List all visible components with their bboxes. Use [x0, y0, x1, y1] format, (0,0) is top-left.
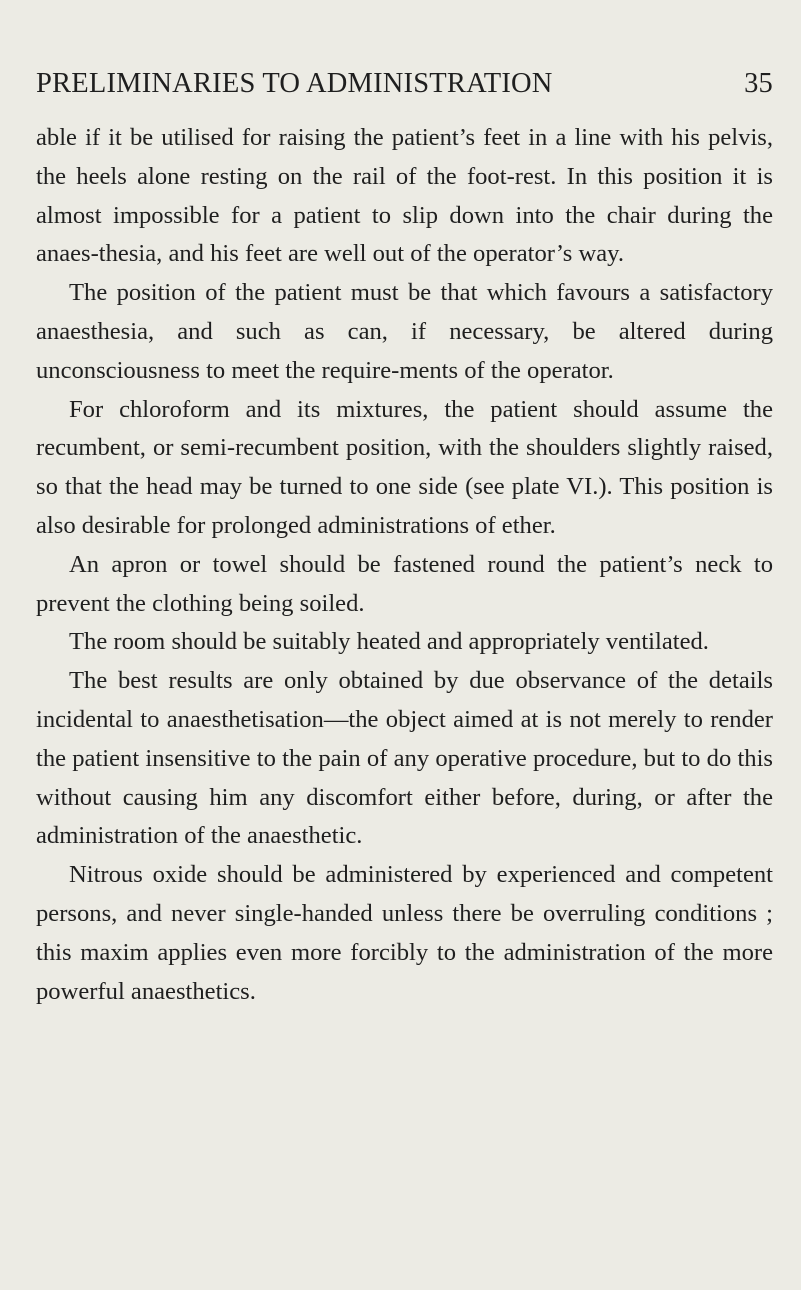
paragraph-best-results: The best results are only obtained by due observance of the details incidental to anaesthetisation—the object aimed at is not merely to render the patient insensitive to the pain of any operative procedure, but to do this without causing him any discomfort either before, during, or after the administration of the anaesthetic.: [36, 667, 773, 850]
paragraph-continuation: able if it be utilised for raising the patient’s feet in a line with his pelvis, the heels alone resting on the rail of the foot-rest. In this position it is almost impossible for a patient to slip down into the chair during the anaes-thesia, and his feet are well out of the operator’s way.: [36, 124, 773, 268]
paragraph-nitrous-oxide: Nitrous oxide should be administered by experienced and competent persons, and never single-handed unless there be overruling conditions ; this maxim applies even more forcibly to the administration of the more powerful anaesthetics.: [36, 861, 773, 1005]
paragraph-room: The room should be suitably heated and appropriately ventilated.: [69, 628, 709, 656]
running-head: [36, 64, 773, 104]
book-page: [36, 0, 773, 1290]
running-head-title: PRELIMINARIES TO ADMINISTRATION: [36, 68, 553, 99]
body-text: [36, 119, 773, 1011]
paragraph-patient-position: The position of the patient must be that which favours a satisfactory anaesthesia, and such as can, if necessary, be altered during unconsciousness to meet the require-ments of the operator.: [36, 279, 773, 384]
page-number: 35: [744, 68, 773, 99]
paragraph-apron: An apron or towel should be fastened round the patient’s neck to prevent the clothing being soiled.: [36, 550, 773, 617]
paragraph-chloroform: For chloroform and its mixtures, the patient should assume the recumbent, or semi-recumbent position, with the shoulders slightly raised, so that the head may be turned to one side (see plate VI.). This position is also desirable for prolonged administrations of ether.: [36, 395, 773, 539]
